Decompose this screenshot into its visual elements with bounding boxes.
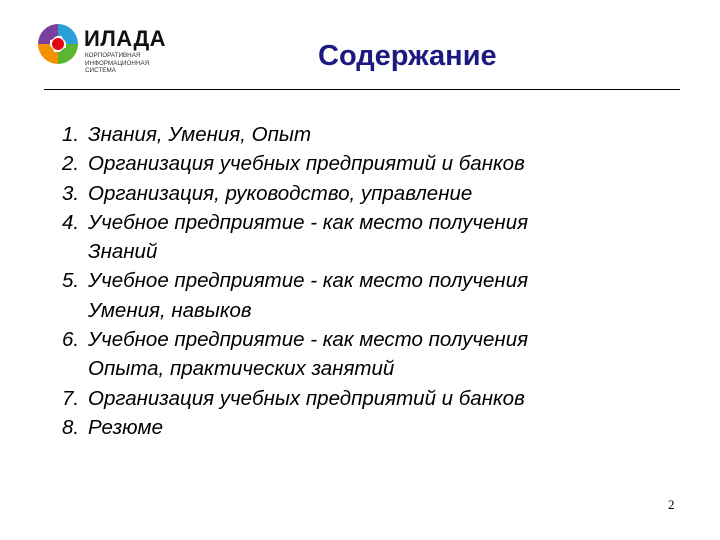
toc-item-number: 6.	[62, 328, 80, 352]
toc-item-number: 7.	[62, 386, 80, 410]
toc-item-number: 3.	[62, 181, 80, 205]
toc-item-text: Опыта, практических занятий	[88, 357, 395, 381]
toc-item	[62, 296, 682, 325]
toc-item	[62, 237, 682, 266]
toc-item-text: Умения, навыков	[88, 298, 252, 322]
toc-item	[62, 266, 682, 295]
toc-item-number: 2.	[62, 152, 80, 176]
logo-subtitle-line: СИСТЕМА	[85, 67, 116, 75]
toc-item	[62, 208, 682, 237]
logo-name: ИЛАДА	[84, 26, 167, 51]
logo-subtitle	[85, 52, 149, 75]
toc-item-text: Учебное предприятие - как место получения	[88, 328, 529, 352]
toc-item-text: Организация учебных предприятий и банков	[88, 386, 525, 410]
toc-item-text: Учебное предприятие - как место получения	[88, 210, 529, 234]
toc-item-text: Организация, руководство, управление	[88, 181, 473, 205]
table-of-contents	[62, 120, 682, 442]
toc-item-number: 8.	[62, 415, 80, 439]
toc-item	[62, 325, 682, 354]
toc-item	[62, 149, 682, 178]
page-title: Содержание	[318, 40, 497, 72]
toc-item	[62, 354, 682, 383]
company-logo	[36, 18, 186, 80]
toc-item	[62, 120, 682, 149]
title-divider	[44, 89, 680, 90]
toc-item-number	[62, 296, 88, 325]
toc-item	[62, 384, 682, 413]
toc-item-number: 1.	[62, 123, 80, 146]
toc-item-number	[62, 354, 88, 383]
logo-subtitle-line: ИНФОРМАЦИОННАЯ	[85, 59, 150, 67]
toc-item-text: Знания, Умения, Опыт	[88, 123, 312, 146]
page-number: 2	[668, 497, 675, 512]
logo-subtitle-line: КОРПОРАТИВНАЯ	[85, 52, 141, 59]
toc-item	[62, 179, 682, 208]
toc-item-number	[62, 237, 88, 266]
toc-item-text: Учебное предприятие - как место получения	[88, 269, 529, 293]
toc-item-number: 4.	[62, 210, 80, 234]
toc-item-text: Знаний	[88, 240, 158, 264]
toc-item-text: Резюме	[88, 415, 164, 439]
toc-item-number: 5.	[62, 269, 80, 293]
toc-item-text: Организация учебных предприятий и банков	[88, 152, 525, 176]
puzzle-logo-icon	[36, 22, 80, 66]
toc-item	[62, 413, 682, 442]
